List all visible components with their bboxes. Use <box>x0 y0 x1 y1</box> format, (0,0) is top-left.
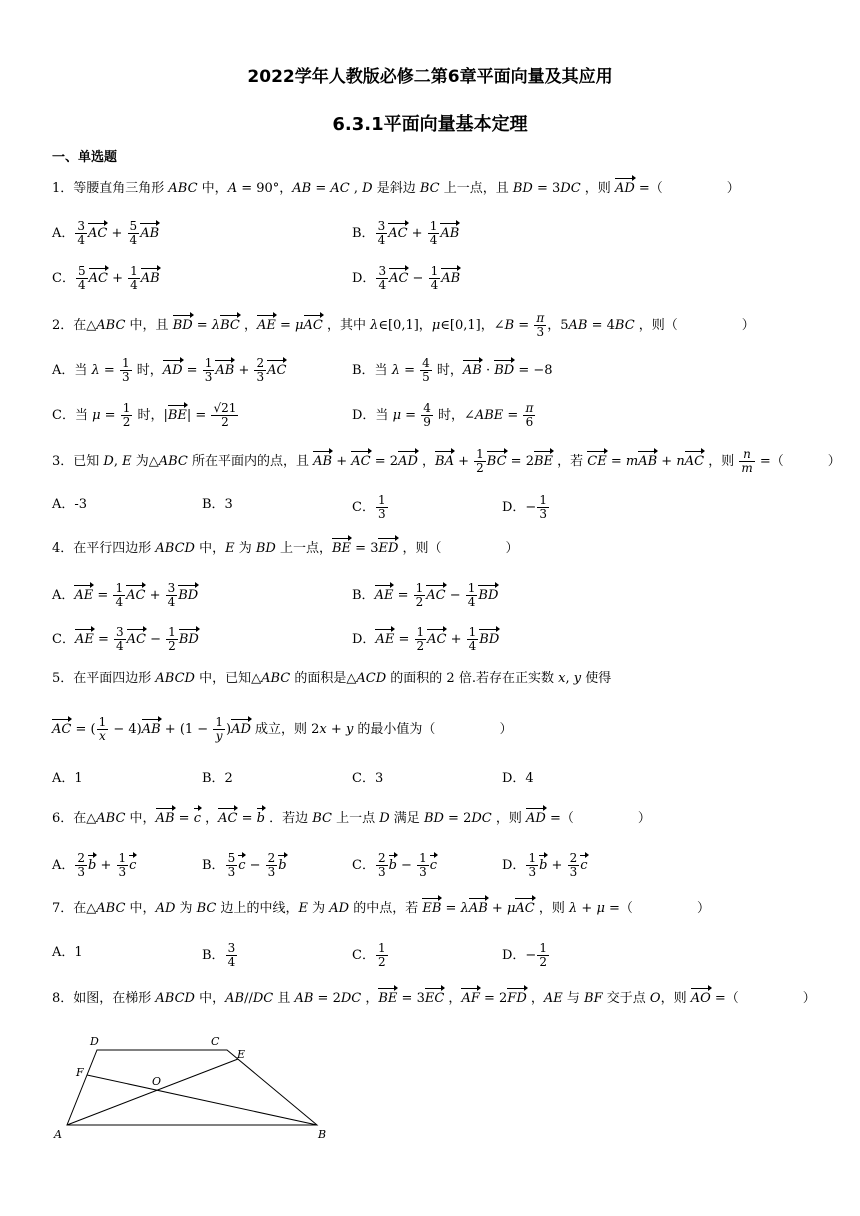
q6-option-d: D． $\frac{1}{3}$ b + $\frac{2}{3}$ c <box>502 851 588 879</box>
section-heading: 一、单选题 <box>52 150 118 165</box>
q6-option-b: B． $\frac{5}{3}$ c − $\frac{2}{3}$ b <box>202 851 287 879</box>
q7-option-b: B． $\frac{3}{4}$ <box>202 941 236 969</box>
question-5-line-2: AC = ( $\frac{1}{x}$ − 4)AB + (1 − $\frac{1}{y}$ )AD 成立，则 2x + y 的最小值为（ ） <box>52 715 513 743</box>
label-a: A <box>54 1128 62 1141</box>
question-5: 5．在平面四边形 ABCD 中，已知△ABC 的面积是△ACD 的面积的 2 倍.若存在正实数 x, y 使得 <box>52 671 612 686</box>
q3-option-c: C． $\frac{1}{3}$ <box>352 493 386 521</box>
q6-option-c: C． $\frac{2}{3}$ b − $\frac{1}{3}$ c <box>352 851 438 879</box>
q6-option-a: A． $\frac{2}{3}$ b + $\frac{1}{3}$ c <box>52 851 137 879</box>
label-b: B <box>318 1128 327 1141</box>
question-4: 4．在平行四边形 ABCD 中，E 为 BD 上一点，BE = 3ED ，则（ ） <box>52 538 519 560</box>
q3-option-a: A．-3 <box>52 497 88 512</box>
q5-option-b: B．2 <box>202 771 233 786</box>
label-o: O <box>152 1075 162 1088</box>
question-7: 7．在△ABC 中，AD 为 BC 边上的中线，E 为 AD 的中点，若 EB = λAB + μAC ，则 λ + μ =（ ） <box>52 898 710 920</box>
q5-option-c: C．3 <box>352 771 384 786</box>
question-6: 6．在△ABC 中，AB = c ，AC = b ．若边 BC 上一点 D 满足 BD = 2DC ，则 AD =（ ） <box>52 808 651 830</box>
q4-option-d: D．AE = $\frac{1}{2}$ AC + $\frac{1}{4}$ BD <box>352 625 500 653</box>
q5-option-a: A．1 <box>52 771 83 786</box>
q7-option-a: A．1 <box>52 945 83 960</box>
q1-option-d: D． $\frac{3}{4}$ AC − $\frac{1}{4}$ AB <box>352 264 461 292</box>
q1-option-c: C． $\frac{5}{4}$ AC + $\frac{1}{4}$ AB <box>52 264 160 292</box>
label-f: F <box>76 1066 84 1079</box>
q2-option-d: D．当 μ = $\frac{4}{9}$ 时，∠ABE = $\frac{\pi}{6}$ <box>352 401 534 429</box>
q3-option-b: B．3 <box>202 497 233 512</box>
q3-option-d: D．− $\frac{1}{3}$ <box>502 493 547 521</box>
q1-option-b: B． $\frac{3}{4}$ AC + $\frac{1}{4}$ AB <box>352 219 460 247</box>
page-title: 2022学年人教版必修二第6章平面向量及其应用 <box>247 67 613 87</box>
trapezoid-figure <box>52 1030 342 1150</box>
q5-option-d: D．4 <box>502 771 534 786</box>
label-e: E <box>237 1048 246 1061</box>
q4-option-c: C．AE = $\frac{3}{4}$ AC − $\frac{1}{2}$ BD <box>52 625 199 653</box>
q2-option-a: A．当 λ = $\frac{1}{3}$ 时，AD = $\frac{1}{3}$ AB + $\frac{2}{3}$ AC <box>52 356 287 384</box>
label-c: C <box>211 1035 220 1048</box>
q2-option-c: C．当 μ = $\frac{1}{2}$ 时，|BE| = $\frac{√21}{2}$ <box>52 401 237 429</box>
page-subtitle: 6.3.1平面向量基本定理 <box>332 114 528 135</box>
q1-option-a: A． $\frac{3}{4}$ AC + $\frac{5}{4}$ AB <box>52 219 160 247</box>
question-8: 8．如图，在梯形 ABCD 中，AB//DC 且 AB = 2DC ，BE = 3EC ，AF = 2FD ，AE 与 BF 交于点 O，则 AO =（ ） <box>52 988 816 1010</box>
q4-option-a: A．AE = $\frac{1}{4}$ AC + $\frac{3}{4}$ BD <box>52 581 199 609</box>
question-3: 3．已知 D, E 为△ABC 所在平面内的点，且 AB + AC = 2AD ，BA + $\frac{1}{2}$ BC = 2BE ，若 CE = mAB + nAC ，则 $\frac{n}{m}$ =（ ） <box>52 447 841 475</box>
q2-option-b: B．当 λ = $\frac{4}{5}$ 时，AB · BD = −8 <box>352 356 553 384</box>
label-d: D <box>90 1035 99 1048</box>
q7-option-c: C． $\frac{1}{2}$ <box>352 941 386 969</box>
question-1: 1．等腰直角三角形 ABC 中，A = 90°，AB = AC , D 是斜边 BC 上一点，且 BD = 3DC ，则 AD =（ ） <box>52 178 740 200</box>
question-2: 2．在△ABC 中，且 BD = λBC ，AE = μAC ，其中 λ∈[0,1]，μ∈[0,1]，∠B = $\frac{\pi}{3}$ ，5AB = 4BC ，则（ ） <box>52 311 755 339</box>
q4-option-b: B．AE = $\frac{1}{2}$ AC − $\frac{1}{4}$ BD <box>352 581 499 609</box>
q7-option-d: D．− $\frac{1}{2}$ <box>502 941 547 969</box>
